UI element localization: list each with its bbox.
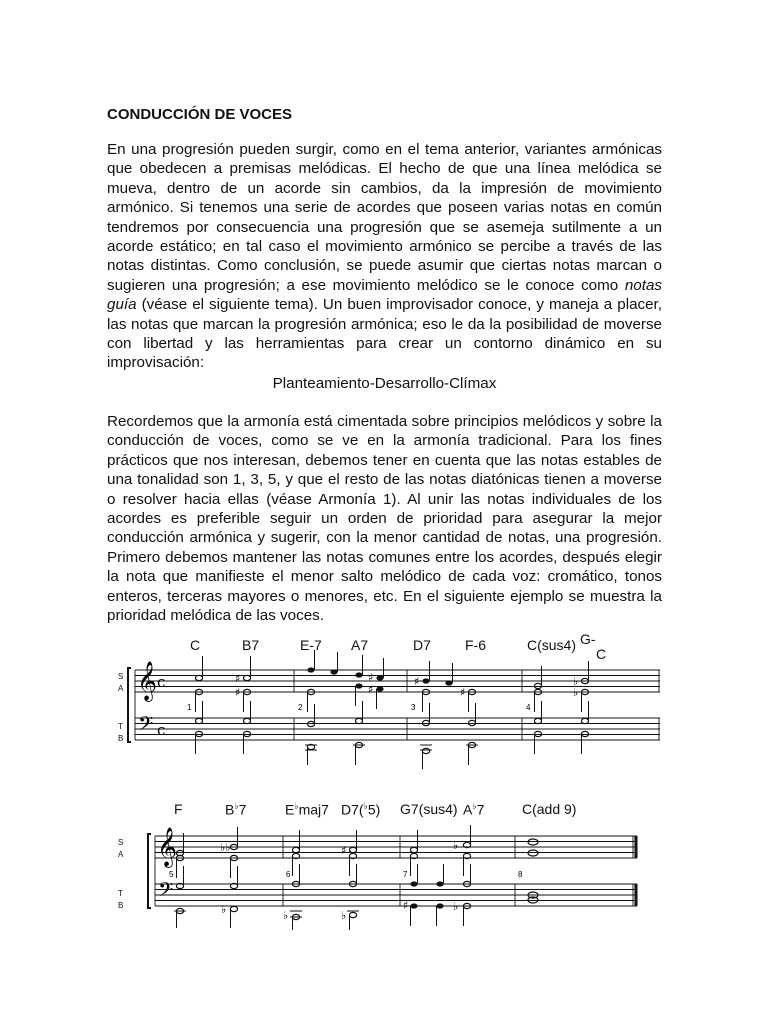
svg-text:♭: ♭ (221, 903, 227, 916)
chord-symbol: B♭7 (225, 801, 247, 818)
music-example-1 (115, 631, 675, 770)
measure-number: 8 (518, 870, 523, 879)
svg-text:♭: ♭ (283, 909, 289, 922)
voice-label: T (118, 889, 123, 898)
chord-symbol: C(add 9) (522, 801, 577, 817)
svg-text:𝄞: 𝄞 (157, 827, 178, 867)
centered-line: Planteamiento-Desarrollo-Clímax (272, 375, 497, 392)
voice-label: S (118, 838, 124, 847)
score-1-notation (115, 634, 675, 770)
svg-text:♯: ♯ (235, 686, 241, 699)
paragraph-voice-leading: Recordemos que la armonía está cimentada sobre principios melódicos y sobre la conducción de voces, como se ve en la armonía tradicional. Para los fines prácticos que nos interesan, debemos tener en cuenta que las notas estables de una tonalidad son 1, 3, 5, y que el resto de las notas diatónicas tienen a moverse o resolver hacia ellas (véase Armonía 1). Al unir las notas individuales de los acordes es preferible seguir un orden de prioridad para asegurar la mejor conducción armónica y sugerir, con la menor cantidad de notas, una progresión. Primero debemos mantener las notas comunes entre los acordes, después elegir la nota que manifieste el menor salto melódico de cada voz: cromático, tonos enteros, terceras mayores o menores, etc. En el siguiente ejemplo se muestra la prioridad melódica de las voces. (107, 413, 662, 625)
measure-number: 1 (187, 703, 192, 712)
paragraph-intro (107, 140, 662, 373)
paragraph-intro-text-a: En una progresión pueden surgir, como en el tema anterior, variantes armónicas que obedecen a premisas melódicas. El hecho de que una línea melódica se mueva, dentro de un acorde sin cambios, da la impresión de movimiento armónico. Si tenemos una serie de acordes que poseen varias notas en común tendremos por consecuencia una progresión que se asemeja sutilmente a un acorde estático; en tal caso el movimiento armónico se percibe a través de las notas distintas. Como conclusión, se puede asumir que ciertas notas marcan o sugieren una progresión; a ese movimiento melódico se le conoce como (107, 141, 662, 294)
voice-label: A (118, 850, 124, 859)
chord-symbol: D7 (413, 637, 431, 653)
svg-text:♭: ♭ (453, 839, 459, 852)
svg-text:♯: ♯ (414, 675, 420, 688)
svg-text:♯: ♯ (368, 671, 374, 684)
measure-number: 5 (169, 870, 174, 879)
paragraph-intro-italic: notas guía (107, 276, 662, 314)
chord-symbol: B7 (242, 637, 260, 653)
measure-number: 4 (526, 703, 531, 712)
chord-symbol: A7 (351, 637, 369, 653)
svg-text:♯: ♯ (460, 686, 466, 699)
voice-label: B (118, 901, 124, 910)
chord-symbol-slash-top: G- (580, 631, 596, 647)
paragraph-intro-text-b: (véase el siguiente tema). Un buen improvisador conoce, y maneja a placer, las notas que marcan la progresión armónica; eso le da la posibilidad de moverse con libertad y las herramientas para crear un contorno dinámico en su improvisación: (107, 296, 662, 372)
svg-text:c: c (157, 673, 166, 691)
voice-label: B (118, 734, 124, 743)
voice-label: T (118, 722, 123, 731)
chord-symbol: E♭maj7 (285, 801, 329, 818)
svg-text:𝄞: 𝄞 (137, 661, 158, 701)
svg-text:♯: ♯ (368, 683, 374, 696)
svg-text:♯: ♯ (235, 672, 241, 685)
svg-text:♯: ♯ (403, 899, 409, 912)
measure-number: 7 (403, 870, 408, 879)
voice-label: S (118, 672, 124, 681)
svg-text:♭♭: ♭♭ (220, 841, 231, 854)
svg-text:♭: ♭ (341, 909, 347, 922)
measure-number: 3 (411, 703, 416, 712)
chord-symbol: F-6 (465, 637, 486, 653)
svg-text:♭: ♭ (573, 686, 579, 699)
svg-text:𝄢: 𝄢 (158, 878, 174, 906)
chord-symbol: A♭7 (463, 801, 485, 818)
chord-symbol: E-7 (300, 637, 322, 653)
svg-text:♭: ♭ (573, 675, 579, 688)
svg-text:♭: ♭ (453, 900, 459, 913)
svg-text:♯: ♯ (341, 844, 347, 857)
music-example-2 (115, 798, 675, 930)
measure-number: 2 (298, 703, 303, 712)
svg-text:𝄢: 𝄢 (138, 712, 154, 740)
measure-number: 6 (286, 870, 291, 879)
chord-symbol: D7(♭5) (341, 801, 381, 818)
section-heading: CONDUCCIÓN DE VOCES (107, 106, 293, 123)
chord-symbol: C(sus4) (527, 637, 577, 653)
chord-symbol: F (174, 801, 183, 817)
chord-symbol: G7(sus4) (400, 801, 458, 817)
score-2-notation (115, 798, 675, 930)
svg-text:c: c (157, 721, 166, 739)
voice-label: A (118, 684, 124, 693)
chord-symbol: C (190, 637, 201, 653)
chord-symbol-slash-bottom: C (596, 646, 607, 662)
